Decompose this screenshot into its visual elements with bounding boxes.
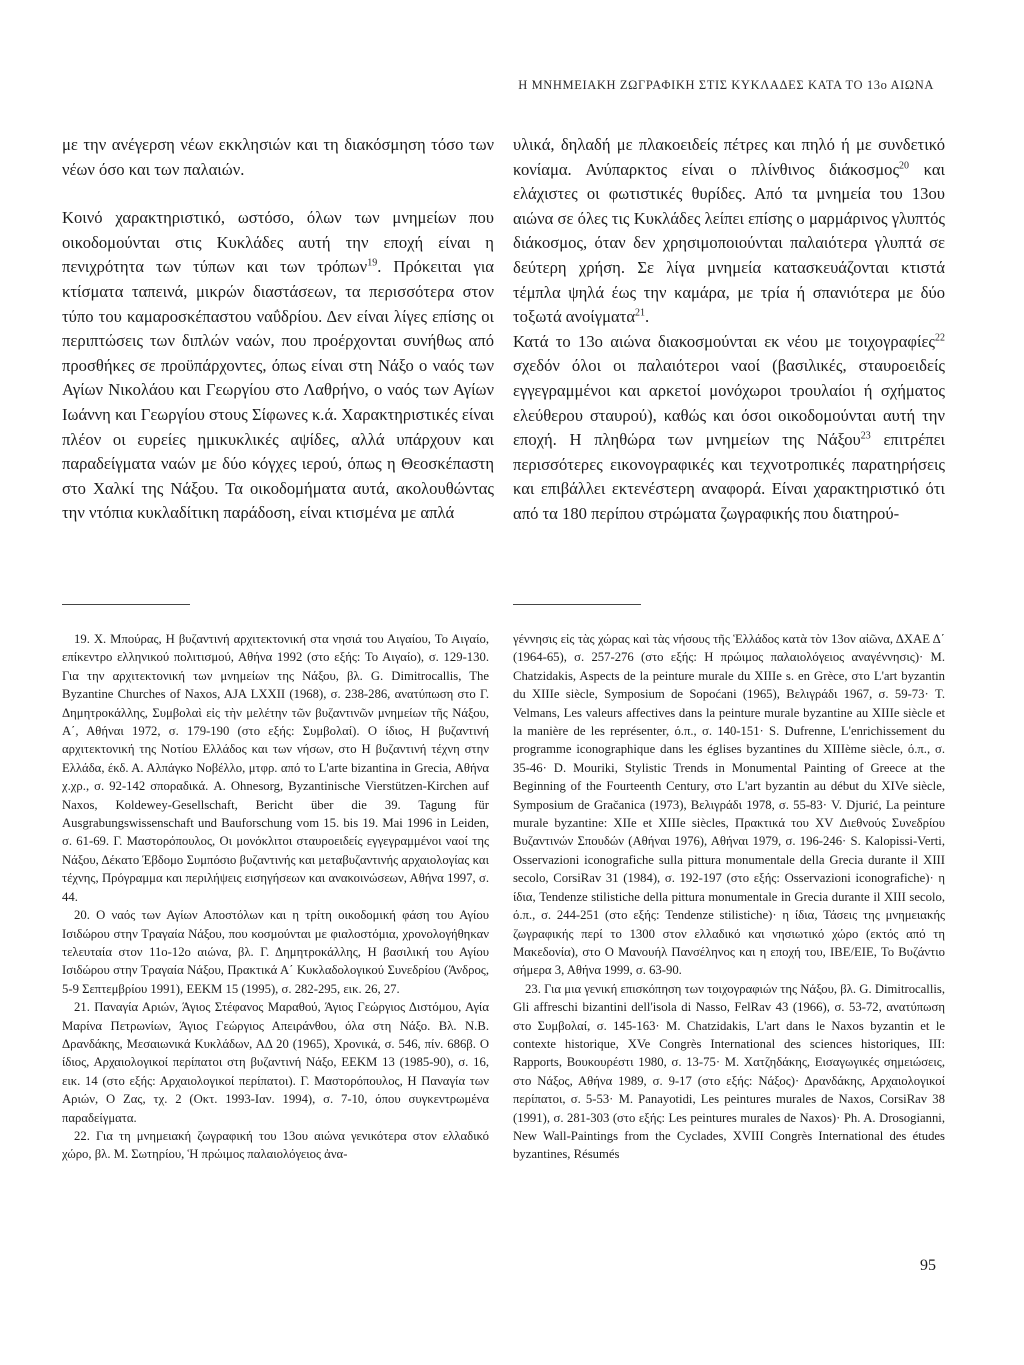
footnote-20: 20. Ο ναός των Αγίων Αποστόλων και η τρίτη οικοδομική φάση του Αγίου Ισιδώρου στην Τραγαία Νάξου, που κοσμούνται με φιαλοστόμια, χρονολογήθηκαν τελευταία στον 11ο-12ο αιώνα, βλ. Γ. Δημητροκάλλης, Η βασιλική του Αγίου Ισιδώρου στην Τραγαία Νάξου, Πρακτικά Α΄ Κυκλαδολογικού Συνεδρίου (Άνδρος, 5-9 Σεπτεμβρίου 1991), ΕΕΚΜ 15 (1995), σ. 282-295, εικ. 26, 27. (62, 908, 489, 996)
footnotes-right-column (513, 630, 945, 1164)
paragraph: Κατά το 13ο αιώνα διακοσμούνται εκ νέου με τοιχογραφίες$^{22}$ σχεδόν όλοι οι παλαιότεροι ναοί (βασιλικές, σταυροειδείς εγγεγραμμένοι και αρκετοί μονόχωροι τρουλαίοι ή σχήματος ελεύθερου σταυρού), καθώς και όσοι οικοδομούνται αυτή την εποχή. Η πληθώρα των μνημείων της Νάξου$^{23}$ επιτρέπει περισσότερες εικονογραφικές και τεχνοτροπικές παρατηρήσεις και επιβάλλει εκτενέστερη αναφορά. Είναι χαρακτηριστικό ότι από τα 180 περίπου στρώματα ζωγραφικής που διατηρού- (513, 331, 946, 523)
footnote-ref: 23 (860, 430, 871, 442)
paragraph: Κοινό χαρακτηριστικό, ωστόσο, όλων των μνημείων που οικοδομούνται στις Κυκλάδες αυτή την εποχή είναι η πενιχρότητα των τύπων και των τρόπων$^{19}$. Πρόκειται για κτίσματα ταπεινά, μικρών διαστάσεων, τα περισσότερα στον τύπο του καμαροσκέπαστου ναΰδρίου. Δεν είναι λίγες επίσης οι περιπτώσεις των διπλών ναών, που προέρχονται συνήθως από προσθήκες σε προϋπάρχοντες, όπως είναι στη Νάξο ο ναός των Αγίων Νικολάου και Γεωργίου στο Λαθρήνο, ο ναός των Αγίων Ιωάννη και Γεωργίου στους Σίφωνες κ.ά. Χαρακτηριστικές είναι πλέον οι ευρείες ημικυκλικές αψίδες, αλλά υπάρχουν και παραδείγματα ναών με δύο κόγχες ιερού, όπως η Θεοσκέπαστη στο Χαλκί της Νάξου. Τα οικοδομήματα αυτά, ακολουθώντας την ντόπια κυκλαδίτικη παράδοση, είναι κτισμένα με απλά (62, 208, 494, 523)
main-text-left-column (62, 133, 494, 526)
page-number: 95 (920, 1257, 936, 1274)
footnote-ref: 22 (935, 332, 945, 344)
footnote-23: 23. Για μια γενική επισκόπηση των τοιχογραφιών της Νάξου, βλ. G. Dimitrocallis, Gli affreschi bizantini dell'isola di Nasso, FelRav 43 (1966), σ. 53-72, ανατύπωση στο Συμβολαί, σ. 145-163· M. Chatzidakis, L'art dans le Naxos byzantin et le contexte historique, XVe Congrès International des sciences historiques, III: Rapports, Βουκουρέστι 1980, σ. 13-75· Μ. Χατζηδάκης, Εισαγωγικές σημειώσεις, στο Νάξος, Αθήνα 1989, σ. 9-17 (στο εξής: Νάξος)· Δρανδάκης, Αρχαιολογικοί περίπατοι, σ. 5-53· M. Panayotidi, Les peintures murales de Naxos, CorsiRav 38 (1991), σ. 281-303 (στο εξής: Les peintures murales de Naxos)· Ph. A. Drosogianni, New Wall-Paintings from the Cyclades, XVIII Congrès International des études byzantines, Résumés (513, 981, 945, 1162)
footnote-divider (62, 604, 190, 605)
footnote-ref: 21 (635, 307, 646, 319)
footnote-22: 22. Για τη μνημειακή ζωγραφική του 13ου αιώνα γενικότερα στον ελλαδικό χώρο, βλ. Μ. Σωτηρίου, Ἡ πρώιμος παλαιολόγειος ἀνα- (62, 1128, 489, 1162)
footnote-21: 21. Παναγία Αριών, Άγιος Στέφανος Μαραθού, Άγιος Γεώργιος Διστόμου, Αγία Μαρίνα Πετρωνίων, Άγιος Γεώργιος Απειράνθου, όλα στη Νάξο. Βλ. Ν.Β. Δρανδάκης, Μεσαιωνικά Κυκλάδων, ΑΔ 20 (1965), Χρονικά, σ. 546, πίν. 686β. Ο ίδιος, Αρχαιολογικοί περίπατοι στη βυζαντινή Νάξο, ΕΕΚΜ 13 (1985-90), σ. 16, εικ. 14 (στο εξής: Αρχαιολογικοί περίπατοι). Γ. Μαστορόπουλος, Η Παναγία των Αριών, Ο Ζας, τχ. 2 (Οκτ. 1993-Ιαν. 1994), σ. 7-10, όπου συγκεντρωμένα παραδείγματα. (62, 1000, 489, 1125)
footnote-ref: 19 (367, 257, 378, 269)
footnote-divider (513, 604, 641, 605)
footnotes-left-column (62, 630, 489, 1164)
paragraph: υλικά, δηλαδή με πλακοειδείς πέτρες και πηλό ή με συνδετικό κονίαμα. Ανύπαρκτος είναι ο πλίνθινος διάκοσμος$^{20}$ και ελάχιστες οι φωτιστικές θυρίδες. Από τα μνημεία του 13ου αιώνα σε όλες τις Κυκλάδες λείπει επίσης ο μαρμάρινος γλυπτός διάκοσμος, όταν δεν χρησιμοποιούνται παλαιότερα γλυπτά σε δεύτερη χρήση. Σε λίγα μνημεία κατασκευάζονται κτιστά τέμπλα ψηλά έως την καμάρα, με τρία ή σπανιότερα με δύο τοξωτά ανοίγματα$^{21}$. (513, 135, 945, 327)
footnote-19: 19. Χ. Μπούρας, Η βυζαντινή αρχιτεκτονική στα νησιά του Αιγαίου, Το Αιγαίο, επίκεντρο ελληνικού πολιτισμού, Αθήνα 1992 (στο εξής: Το Αιγαίο), σ. 129-130. Για την αρχιτεκτονική των μνημείων της Νάξου, βλ. G. Dimitrocallis, The Byzantine Churches of Naxos, AJA LXXII (1968), σ. 238-286, ανατύπωση στο Γ. Δημητροκάλλης, Συμβολαὶ εἰς τὴν μελέτην τῶν βυζαντινῶν μνημείων τῆς Νάξου, Α΄, Αθήναι 1972, σ. 179-190 (στο εξής: Συμβολαί). Ο ίδιος, Η βυζαντινή αρχιτεκτονική της Νοτίου Ελλάδος και των νήσων, στο Η βυζαντινή τέχνη στην Ελλάδα, έκδ. Α. Αλπάγκο Νοβέλλο, μτφρ. από το L'arte bizantina in Grecia, Αθήνα χ.χρ., σ. 92-142 σποραδικά. A. Ohnesorg, Byzantinische Vierstützen-Kirchen auf Naxos, Koldewey-Gesellschaft, Bericht über die 39. Tagung für Ausgrabungswissenschaft und Bauforschung vom 15. bis 19. Mai 1996 in Leiden, σ. 61-69. Γ. Μαστορόπουλος, Οι μονόκλιτοι σταυροειδείς εγγεγραμμένοι ναοί της Νάξου, Δέκατο Έβδομο Συμπόσιο βυζαντινής και μεταβυζαντινής αρχαιολογίας και τέχνης, Πρόγραμμα και περιλήψεις εισηγήσεων και ανακοινώσεων, Αθήνα 1997, σ. 44. (62, 632, 489, 904)
paragraph: με την ανέγερση νέων εκκλησιών και τη διακόσμηση τόσο των νέων όσο και των παλαιών. (62, 135, 494, 179)
footnote-22-continued: γέννησις εἰς τὰς χώρας καὶ τὰς νήσους τῆς Ἑλλάδος κατὰ τὸν 13ον αἰῶνα, ΔΧΑΕ Δ΄ (1964-65), σ. 257-276 (στο εξής: Η πρώιμος παλαιολόγειος αναγέννησις)· M. Chatzidakis, Aspects de la peinture murale du XIIIe s. en Grèce, στο L'art byzantin du XIIIe siècle, Symposium de Sopoćani (1965), Βελιγράδι 1967, σ. 59-73· T. Velmans, Les valeurs affectives dans la peinture murale byzantine au XIIIe siècle et la manière de les représenter, ό.π., σ. 140-151· S. Dufrenne, L'enrichissement du programme iconographique dans les églises byzantines du XIIIème siècle, ό.π., σ. 35-46· D. Mouriki, Stylistic Trends in Monumental Painting of Greece at the Beginning of the Fourteenth Century, στο L'art byzantin au début du XIVe siècle, Symposium de Gračanica (1973), Βελιγράδι 1978, σ. 55-83· V. Djurić, La peinture murale byzantine: XIIe et XIIIe siècles, Πρακτικά του XV Διεθνούς Συνεδρίου Βυζαντινών Σπουδών (Αθήναι 1976), Αθήναι 1979, σ. 196-246· S. Kalopissi-Verti, Osservazioni iconografiche sulla pittura monumentale della Grecia durante il XIII secolo, CorsiRav 31 (1984), σ. 192-197 (στο εξής: Osservazioni iconografiche)· η ίδια, Tendenze stilistiche della pittura monumentale in Grecia durante il XIII secolo, ό.π., σ. 244-251 (στο εξής: Tendenze stilistiche)· η ίδια, Τάσεις της μνημειακής ζωγραφικής περί το 1300 στον ελλαδικό και νησιωτικό χώρο (εκτός από τη Μακεδονία), στο Ο Μανουήλ Πανσέληνος και η εποχή του, ΙΒΕ/ΕΙΕ, Το Βυζάντιο σήμερα 3, Αθήνα 1999, σ. 63-90. (513, 632, 945, 978)
running-head: Η ΜΝΗΜΕΙΑΚΗ ΖΩΓΡΑΦΙΚΗ ΣΤΙΣ ΚΥΚΛΑΔΕΣ ΚΑΤΑ ΤΟ 13ο ΑΙΩΝΑ (518, 78, 934, 92)
main-text-right-column (513, 133, 945, 527)
footnote-ref: 20 (899, 160, 910, 172)
